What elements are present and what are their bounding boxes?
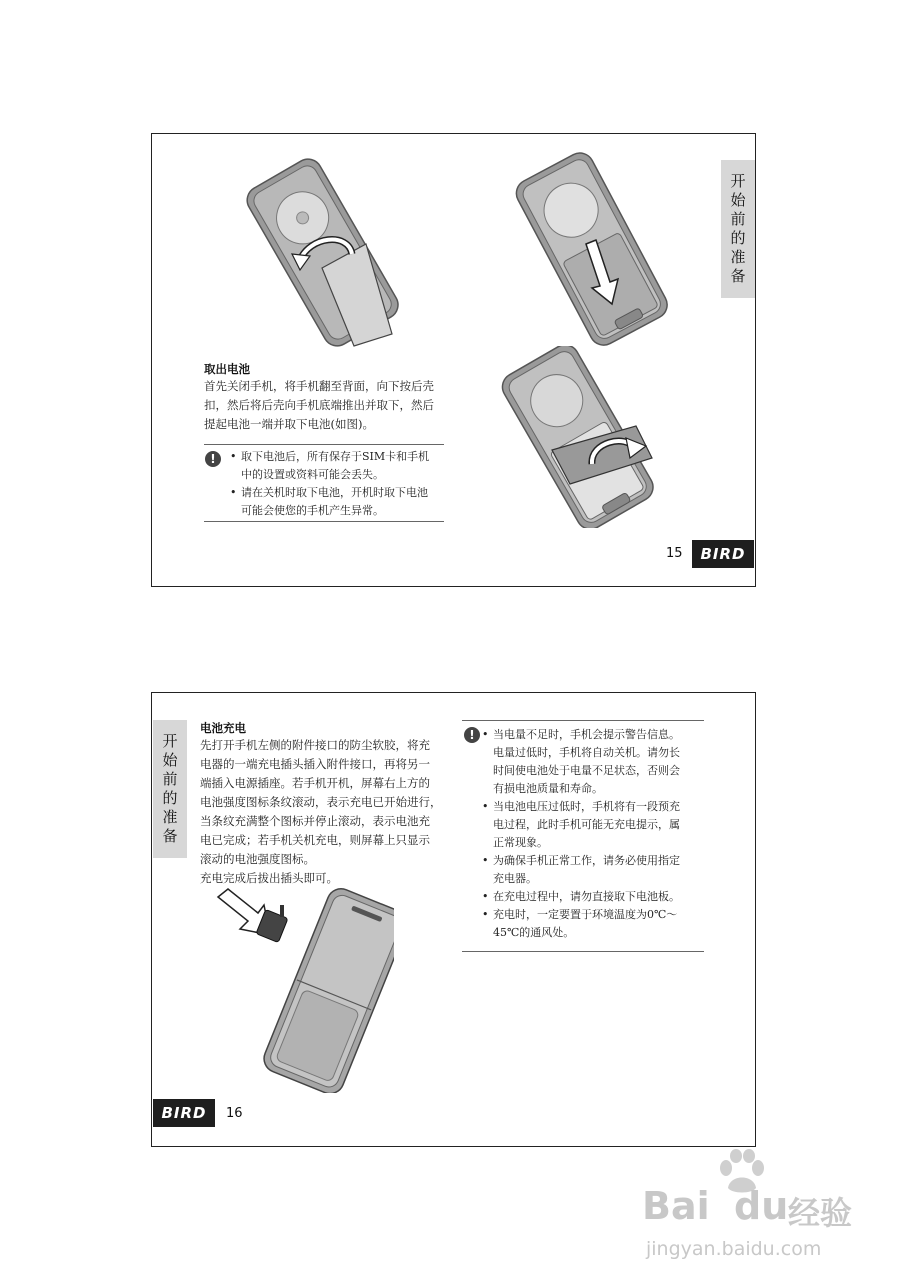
section-tab-char: 的 <box>162 789 178 807</box>
note-line: 充电时，一定要置于环境温度为0℃～ <box>493 908 678 921</box>
note-line: 时间使电池处于电量不足状态，否则会 <box>493 764 680 777</box>
note-item <box>482 852 704 888</box>
note-line: 当电池电压过低时，手机将有一段预充 <box>493 800 680 813</box>
phone-battery-removal-illustration <box>486 346 666 528</box>
body-line: 电已完成；若手机关机充电，则屏幕上只显示 <box>200 833 430 847</box>
note-line: 在充电过程中，请勿直接取下电池板。 <box>493 890 680 903</box>
section-tab <box>721 160 755 298</box>
manual-page-16 <box>151 692 756 1147</box>
section-tab-char: 始 <box>730 191 746 209</box>
section-tab-char: 备 <box>730 267 746 285</box>
note-line: 取下电池后，所有保存于SIM卡和手机 <box>241 450 430 463</box>
note-item <box>482 888 704 906</box>
note-item <box>230 448 446 484</box>
note-line: 45℃的通风处。 <box>493 926 575 939</box>
note-line: 正常现象。 <box>493 836 548 849</box>
section-tab-char: 开 <box>162 732 178 750</box>
body-line: 扣，然后将后壳向手机底端推出并取下，然后 <box>204 398 434 412</box>
note-line: 当电量不足时，手机会提示警告信息。 <box>493 728 680 741</box>
note-item <box>230 484 446 520</box>
phone-cover-removal-illustration <box>230 158 412 350</box>
note-item <box>482 726 704 798</box>
watermark-brand-cn: 经验 <box>788 1194 853 1232</box>
section-body <box>204 377 454 434</box>
body-line: 充电完成后拔出插头即可。 <box>200 871 338 885</box>
warning-note <box>462 720 704 952</box>
section-heading: 取出电池 <box>204 362 250 376</box>
section-tab <box>153 720 187 858</box>
section-heading: 电池充电 <box>200 721 246 735</box>
body-line: 端插入电源插座。若手机开机，屏幕右上方的 <box>200 776 430 790</box>
watermark-brand-left: Bai <box>642 1184 710 1228</box>
section-tab-char: 准 <box>730 248 746 266</box>
body-line: 电池强度图标条纹滚动，表示充电已开始进行， <box>200 795 442 809</box>
section-tab-char: 开 <box>730 172 746 190</box>
note-line: 中的设置或资料可能会丢失。 <box>241 468 384 481</box>
section-tab-char: 始 <box>162 751 178 769</box>
section-tab-char: 的 <box>730 229 746 247</box>
phone-slide-cover-illustration <box>500 152 680 348</box>
note-line: 电过程，此时手机可能无充电提示，属 <box>493 818 680 831</box>
note-line: 请在关机时取下电池，开机时取下电池 <box>241 486 428 499</box>
section-tab-char: 前 <box>730 210 746 228</box>
note-line: 有损电池质量和寿命。 <box>493 782 603 795</box>
note-item <box>482 798 704 852</box>
baidu-watermark <box>640 1148 890 1266</box>
body-line: 当条纹充满整个图标并停止滚动，表示电池充 <box>200 814 430 828</box>
body-line: 先打开手机左侧的附件接口的防尘软胶，将充 <box>200 738 430 752</box>
phone-charging-illustration <box>214 883 394 1093</box>
note-line: 为确保手机正常工作，请务必使用指定 <box>493 854 680 867</box>
warning-icon: ! <box>205 451 221 467</box>
warning-icon: ! <box>464 727 480 743</box>
page-number: 16 <box>226 1106 243 1121</box>
warning-note <box>204 444 444 522</box>
body-line: 电器的一端充电插头插入附件接口，再将另一 <box>200 757 430 771</box>
brand-logo: BIRD <box>153 1099 215 1127</box>
brand-logo: BIRD <box>692 540 754 568</box>
body-line: 首先关闭手机，将手机翻至背面，向下按后壳 <box>204 379 434 393</box>
manual-page-15 <box>151 133 756 587</box>
section-tab-char: 备 <box>162 827 178 845</box>
body-line: 滚动的电池强度图标。 <box>200 852 315 866</box>
watermark-url: jingyan.baidu.com <box>646 1238 822 1260</box>
note-item <box>482 906 704 942</box>
section-body <box>200 736 452 888</box>
section-tab-char: 准 <box>162 808 178 826</box>
note-line: 电量过低时，手机将自动关机。请勿长 <box>493 746 680 759</box>
note-line: 充电器。 <box>493 872 537 885</box>
page-number: 15 <box>666 546 683 561</box>
watermark-brand-right: du <box>734 1184 789 1228</box>
section-tab-char: 前 <box>162 770 178 788</box>
note-line: 可能会使您的手机产生异常。 <box>241 504 384 517</box>
body-line: 提起电池一端并取下电池(如图)。 <box>204 417 374 431</box>
